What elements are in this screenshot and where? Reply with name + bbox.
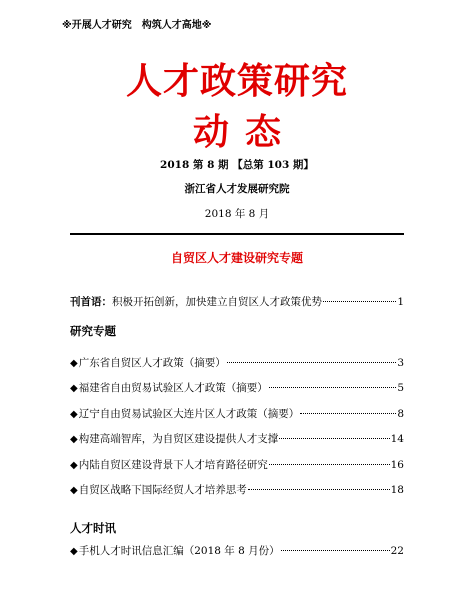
toc-page-number: 22 — [390, 545, 404, 557]
dot-leader — [279, 437, 389, 439]
dot-leader — [300, 412, 396, 414]
dot-leader — [269, 463, 390, 465]
diamond-bullet-icon: ◆ — [70, 460, 78, 471]
masthead-subtitle: 动态 — [192, 111, 297, 153]
header-slogan: ※开展人才研究 构筑人才高地※ — [62, 20, 212, 31]
toc-entry-title: 自贸区战略下国际经贸人才培养思考 — [78, 484, 247, 496]
toc-entry[interactable] — [70, 355, 404, 370]
diamond-bullet-icon: ◆ — [70, 383, 78, 394]
toc-entry-title: 构建高端智库，为自贸区建设提供人才支撑 — [78, 433, 279, 445]
diamond-bullet-icon: ◆ — [70, 358, 78, 369]
toc-entry[interactable] — [70, 380, 404, 395]
toc-page-number: 16 — [390, 459, 404, 471]
header-divider — [70, 233, 404, 235]
toc-entry-title: 积极开拓创新，加快建立自贸区人才政策优势 — [112, 296, 322, 308]
foreword-prefix: 刊首语： — [70, 296, 112, 308]
toc-entry[interactable] — [70, 431, 404, 446]
special-topic-title: 自贸区人才建设研究专题 — [170, 251, 303, 265]
toc-entry-foreword[interactable] — [70, 294, 404, 309]
dot-leader — [323, 300, 396, 302]
toc-page-number: 1 — [397, 296, 404, 308]
toc-page-number: 5 — [397, 382, 404, 394]
toc-page-number: 14 — [390, 433, 404, 445]
toc-entry[interactable] — [70, 457, 404, 472]
masthead-title: 人才政策研究 — [125, 60, 348, 102]
toc-entry-title: 广东省自贸区人才政策（摘要） — [78, 357, 226, 369]
toc-entry-title: 手机人才时讯信息汇编（2018 年 8 月份） — [78, 545, 280, 557]
toc-entry[interactable] — [70, 543, 404, 558]
toc-page-number: 8 — [397, 408, 404, 420]
dot-leader — [269, 386, 397, 388]
issue-date: 2018 年 8 月 — [204, 208, 270, 220]
toc-entry[interactable] — [70, 406, 404, 421]
toc-page-number: 18 — [390, 484, 404, 496]
toc-entry-title: 福建省自由贸易试验区人才政策（摘要） — [78, 382, 268, 394]
toc-page-number: 3 — [397, 357, 404, 369]
dot-leader — [227, 361, 397, 363]
section-heading-research: 研究专题 — [70, 324, 116, 338]
dot-leader — [248, 488, 390, 490]
diamond-bullet-icon: ◆ — [70, 485, 78, 496]
diamond-bullet-icon: ◆ — [70, 409, 78, 420]
toc-entry-title: 辽宁自由贸易试验区大连片区人才政策（摘要） — [78, 408, 300, 420]
diamond-bullet-icon: ◆ — [70, 546, 78, 557]
publisher: 浙江省人才发展研究院 — [184, 183, 290, 195]
diamond-bullet-icon: ◆ — [70, 434, 78, 445]
toc-entry[interactable] — [70, 482, 404, 497]
toc-entry-title: 内陆自贸区建设背景下人才培育路径研究 — [78, 459, 268, 471]
issue-number: 2018 第 8 期 【总第 103 期】 — [160, 159, 314, 171]
dot-leader — [281, 549, 390, 551]
section-heading-news: 人才时讯 — [70, 521, 116, 535]
